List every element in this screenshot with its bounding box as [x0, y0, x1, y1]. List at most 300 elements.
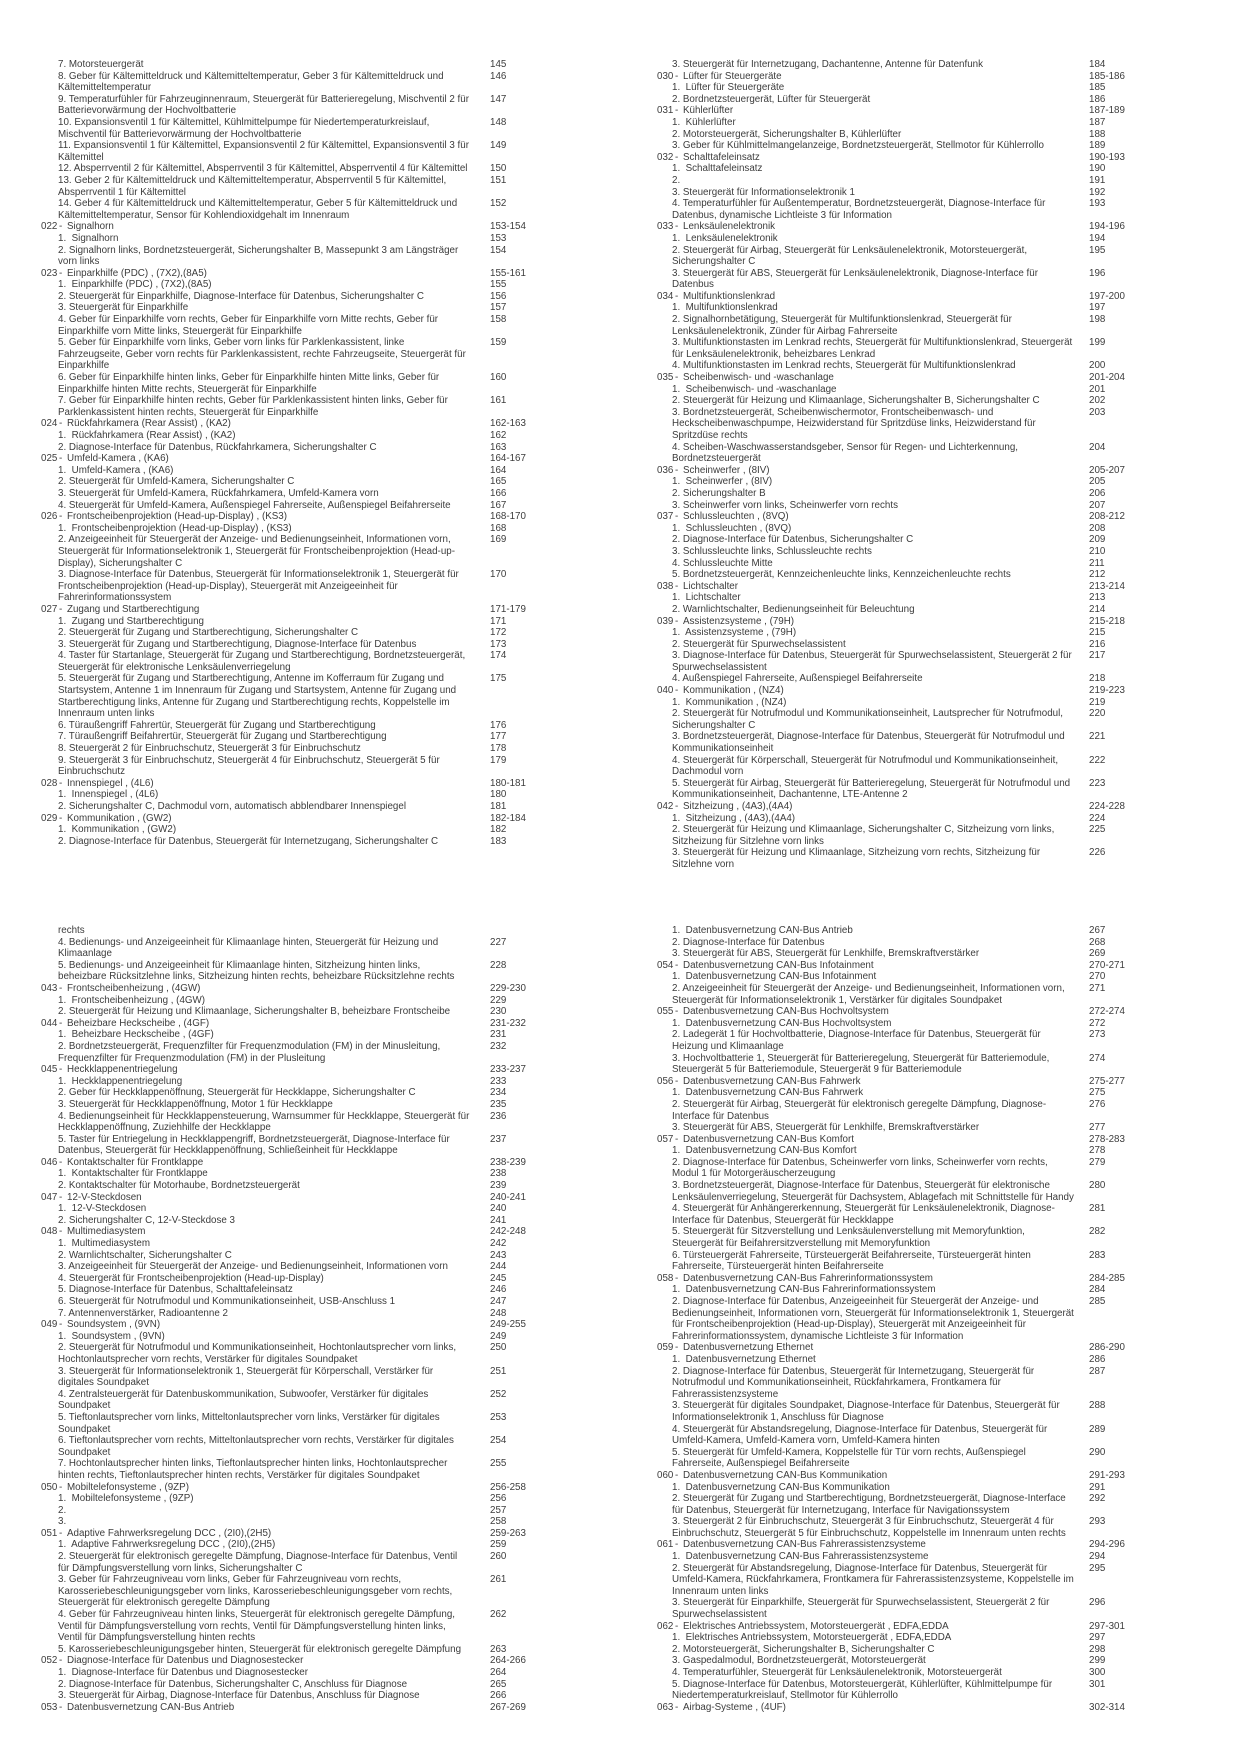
toc-item-row — [657, 1424, 1125, 1447]
section-title: Schlussleuchten , (8VQ) — [683, 511, 789, 523]
entry-page-number: 149 — [490, 140, 507, 152]
entry-page-number: 287 — [1089, 1365, 1106, 1377]
toc-item-row — [657, 1099, 1125, 1122]
toc-item-row — [41, 1134, 526, 1157]
toc-item-row — [41, 1690, 526, 1702]
toc-section-row — [41, 1528, 526, 1540]
entry-text: 2. Diagnose-Interface für Datenbus, Sicherungshalter C — [672, 534, 914, 546]
toc-item-row — [41, 395, 526, 418]
entry-text: 2. Steuergerät für Zugang und Startberechtigung, Sicherungshalter C — [58, 627, 359, 639]
entry-page-number: 230 — [490, 1006, 507, 1018]
toc-item-row — [41, 59, 526, 71]
toc-section-row — [657, 1076, 1125, 1088]
entry-text: 1. Kommunikation , (NZ4) — [672, 696, 787, 708]
entry-page-number: 194-196 — [1089, 221, 1125, 233]
toc-section-row — [657, 511, 1125, 523]
section-text — [657, 71, 1077, 83]
toc-item-row — [657, 59, 1125, 71]
section-code: 052 — [41, 1655, 58, 1667]
section-dash: - — [59, 1226, 63, 1238]
entry-page-number: 215-218 — [1089, 615, 1125, 627]
entry-page-number: 253 — [490, 1411, 507, 1423]
page-1-left-column — [41, 59, 526, 847]
entry-page-number: 242-248 — [490, 1226, 526, 1238]
toc-section-row — [41, 778, 526, 790]
entry-page-number: 295 — [1089, 1562, 1106, 1574]
entry-text: 1. Schlussleuchten , (8VQ) — [672, 522, 792, 534]
entry-page-number: 299 — [1089, 1655, 1106, 1667]
entry-page-number: 247 — [490, 1296, 507, 1307]
section-code: 035 — [657, 372, 674, 384]
entry-text: 2. Diagnose-Interface für Datenbus, Anzeigeeinheit für Steuergerät der Anzeige- und Bedienungseinheit, Informationen vorn, Steuergerät für Informationselektronik 1, Steuergerät für Frontscheibenprojektion (Head-up-Display), Steuergerät mit Anzeigeeinheit für Fahrerinformationssystem, dynamische Lichtleiste 3 für Information — [672, 1296, 1077, 1342]
toc-item-row — [41, 175, 526, 198]
toc-item-row — [41, 995, 526, 1007]
toc-item-row — [41, 71, 526, 94]
entry-page-number: 190 — [1089, 163, 1106, 175]
entry-page-number: 161 — [490, 395, 507, 407]
entry-page-number: 256 — [490, 1493, 507, 1505]
toc-item-row — [657, 523, 1125, 535]
toc-item-row — [41, 534, 526, 569]
entry-page-number: 216 — [1089, 638, 1106, 650]
toc-item-row — [41, 1203, 526, 1215]
toc-item-row — [657, 268, 1125, 291]
toc-item-row — [41, 1087, 526, 1099]
entry-page-number: 205-207 — [1089, 464, 1125, 476]
toc-item-row — [657, 233, 1125, 245]
toc-item-row — [657, 314, 1125, 337]
toc-section-row — [657, 291, 1125, 303]
entry-page-number: 272-274 — [1089, 1006, 1125, 1018]
entry-text: 5. Taster für Entriegelung in Heckklappengriff, Bordnetzsteuergerät, Diagnose-Interface für Datenbus, Steuergerät für Heckklappenöffnung, Schließeinheit für Heckklappe — [58, 1133, 453, 1157]
section-code: 051 — [41, 1527, 58, 1539]
toc-section-row — [657, 221, 1125, 233]
entry-page-number: 267-269 — [490, 1701, 526, 1713]
entry-page-number: 160 — [490, 372, 507, 384]
entry-text: 2. Bordnetzsteuergerät, Lüfter für Steuergerät — [672, 93, 871, 105]
toc-item-row — [657, 1296, 1125, 1342]
toc-item-row — [41, 1273, 526, 1285]
entry-page-number: 275 — [1089, 1087, 1106, 1099]
toc-item-row — [41, 1215, 526, 1227]
entry-text: 3. Anzeigeeinheit für Steuergerät der Anzeige- und Bedienungseinheit, Informationen vorn — [58, 1261, 448, 1273]
toc-item-row — [41, 1342, 526, 1365]
entry-page-number: 254 — [490, 1435, 507, 1447]
entry-text: 2. Motorsteuergerät, Sicherungshalter B, Kühlerlüfter — [672, 128, 902, 140]
section-text — [41, 1655, 471, 1667]
entry-page-number: 255 — [490, 1458, 507, 1470]
entry-text: 2. Motorsteuergerät, Sicherungshalter B, Sicherungshalter C — [672, 1643, 935, 1655]
toc-item-row — [41, 302, 526, 314]
section-text — [41, 453, 471, 465]
toc-item-row — [41, 650, 526, 673]
entry-page-number: 279 — [1089, 1156, 1106, 1168]
section-text — [41, 1482, 471, 1494]
section-title: Beheizbare Heckscheibe , (4GF) — [67, 1017, 210, 1029]
toc-item-row — [41, 1435, 526, 1458]
toc-item-row — [41, 1551, 526, 1574]
toc-item-row — [41, 1679, 526, 1691]
section-title: Kommunikation , (NZ4) — [683, 685, 784, 697]
section-code: 056 — [657, 1075, 674, 1087]
section-text — [657, 152, 1077, 164]
entry-text: 3. Bordnetzsteuergerät, Diagnose-Interface für Datenbus, Steuergerät für elektronische Lenksäulenverriegelung, Steuergerät für Dachsystem, Ablagefach mit Schnittstelle für Handy — [672, 1180, 1074, 1203]
toc-item-row — [41, 731, 526, 743]
toc-item-row — [41, 1296, 526, 1308]
toc-item-row — [657, 650, 1125, 673]
toc-item-row — [657, 1447, 1125, 1470]
toc-item-row — [657, 1284, 1125, 1296]
section-title: Soundsystem , (9VN) — [67, 1319, 161, 1331]
toc-item-row — [657, 82, 1125, 94]
entry-page-number: 281 — [1089, 1203, 1106, 1215]
entry-page-number: 266 — [490, 1690, 507, 1702]
entry-page-number: 272 — [1089, 1017, 1106, 1029]
entry-text: 7. Hochtonlautsprecher hinten links, Tieftonlautsprecher hinten links, Hochtonlautsprecher hinten rechts, Tieftonlautsprecher hinten rechts, Verstärker für digitales Soundpaket — [58, 1458, 451, 1481]
toc-item-row — [41, 960, 526, 983]
toc-item-row — [41, 801, 526, 813]
entry-page-number: 201-204 — [1089, 372, 1125, 384]
toc-item-row — [41, 616, 526, 628]
section-code: 024 — [41, 418, 58, 430]
toc-section-row — [657, 1134, 1125, 1146]
entry-page-number: 223 — [1089, 777, 1106, 789]
entry-page-number: 148 — [490, 116, 507, 128]
toc-item-row — [657, 175, 1125, 187]
entry-text: 2. Anzeigeeinheit für Steuergerät der Anzeige- und Bedienungseinheit, Informationen vorn, Steuergerät für Informationselektronik 1, Steuergerät für Frontscheibenprojektion (Head-up-Display), Sicherungshalter C — [58, 534, 455, 569]
toc-item-row — [41, 1006, 526, 1018]
toc-item-row — [41, 163, 526, 175]
toc-item-row — [41, 1366, 526, 1389]
entry-page-number: 193 — [1089, 198, 1106, 210]
section-dash: - — [59, 1319, 63, 1331]
entry-page-number: 236 — [490, 1110, 507, 1122]
section-text — [657, 1470, 1077, 1482]
section-dash: - — [675, 1342, 679, 1354]
toc-item-row — [657, 847, 1125, 870]
entry-text: 6. Türaußengriff Fahrertür, Steuergerät für Zugang und Startberechtigung — [58, 719, 376, 731]
section-code: 032 — [657, 151, 674, 163]
section-text — [657, 1342, 1077, 1354]
entry-text: 5. Bedienungs- und Anzeigeeinheit für Klimaanlage hinten, Sitzheizung hinten links, beheizbare Rücksitzlehne links, Sitzheizung hinten rechts, beheizbare Rücksitzlehne rechts — [58, 959, 455, 983]
entry-text: 1. Lichtschalter — [672, 592, 741, 604]
section-title: Kontaktschalter für Frontklappe — [67, 1156, 204, 1168]
entry-page-number: 164 — [490, 464, 507, 476]
toc-section-row — [41, 1157, 526, 1169]
toc-section-row — [41, 1319, 526, 1331]
toc-section-row — [41, 453, 526, 465]
toc-section-row — [41, 1482, 526, 1494]
entry-page-number: 151 — [490, 174, 507, 186]
entry-page-number: 179 — [490, 754, 507, 766]
entry-page-number: 240 — [490, 1203, 507, 1215]
entry-page-number: 238-239 — [490, 1156, 526, 1168]
toc-item-row — [41, 627, 526, 639]
toc-item-row — [657, 1667, 1125, 1679]
entry-text: 2. Steuergerät für Airbag, Steuergerät für elektronisch geregelte Dämpfung, Diagnose-Interface für Datenbus — [672, 1098, 1047, 1122]
toc-item-row — [657, 1400, 1125, 1423]
toc-item-row — [657, 1551, 1125, 1563]
entry-page-number: 190-193 — [1089, 151, 1125, 163]
section-title: Datenbusvernetzung CAN-Bus Komfort — [683, 1133, 854, 1145]
toc-item-row — [657, 673, 1125, 685]
entry-text: 1. Datenbusvernetzung CAN-Bus Kommunikation — [672, 1481, 890, 1493]
section-dash: - — [675, 1006, 679, 1018]
toc-section-row — [41, 1702, 526, 1714]
entry-text: 6. Türsteuergerät Fahrerseite, Türsteuergerät Beifahrerseite, Türsteuergerät hinten Fahrerseite, Türsteuergerät hinten Beifahrerseite — [672, 1249, 1034, 1273]
toc-item-row — [41, 1412, 526, 1435]
section-dash: - — [675, 1701, 679, 1713]
section-text — [657, 105, 1077, 117]
section-title: Datenbusvernetzung CAN-Bus Fahrerinformationssystem — [683, 1272, 933, 1284]
toc-item-row — [657, 360, 1125, 372]
section-text — [41, 1018, 471, 1030]
toc-item-row — [657, 1087, 1125, 1099]
section-dash: - — [675, 959, 679, 971]
toc-item-row — [657, 337, 1125, 360]
section-title: Signalhorn — [67, 221, 114, 233]
section-code: 062 — [657, 1620, 674, 1632]
section-text — [41, 1157, 471, 1169]
entry-text: 4. Steuergerät für Frontscheibenprojektion (Head-up-Display) — [58, 1272, 324, 1284]
toc-item-row — [657, 163, 1125, 175]
entry-text: 10. Expansionsventil 1 für Kältemittel, Kühlmittelpumpe für Niedertemperaturkreislauf, Mischventil für Batterievorwärmung der Hochvoltbatterie — [58, 116, 433, 140]
entry-page-number: 186 — [1089, 93, 1106, 105]
entry-text: 1. Scheinwerfer , (8IV) — [672, 476, 773, 488]
toc-item-row — [41, 569, 526, 604]
entry-text: 3. — [58, 1516, 67, 1528]
toc-item-row — [41, 279, 526, 291]
section-dash: - — [675, 685, 679, 697]
section-title: Elektrisches Antriebssystem, Motorsteuergerät , EDFA,EDDA — [683, 1620, 949, 1632]
section-title: Innenspiegel , (4L6) — [67, 777, 154, 789]
toc-section-row — [41, 983, 526, 995]
page-1-right-column — [657, 59, 1125, 871]
entry-page-number: 166 — [490, 487, 507, 499]
entry-text: 1. Kontaktschalter für Frontklappe — [58, 1168, 208, 1180]
entry-page-number: 239 — [490, 1180, 507, 1192]
entry-text: 4. Steuergerät für Körperschall, Steuergerät für Notrufmodul und Kommunikationseinheit, Dachmodul vorn — [672, 754, 1061, 778]
section-text — [41, 1226, 471, 1238]
section-code: 033 — [657, 221, 674, 233]
toc-section-row — [41, 1064, 526, 1076]
entry-text: 2. Geber für Heckklappenöffnung, Steuergerät für Heckklappe, Sicherungshalter C — [58, 1087, 416, 1099]
section-text — [41, 778, 471, 790]
toc-item-row — [41, 500, 526, 512]
entry-page-number: 208-212 — [1089, 511, 1125, 523]
entry-text: 8. Steuergerät 2 für Einbruchschutz, Steuergerät 3 für Einbruchschutz — [58, 743, 361, 755]
entry-page-number: 176 — [490, 719, 507, 731]
section-title: Multifunktionslenkrad — [683, 290, 776, 302]
entry-text: 2. — [58, 1504, 67, 1516]
section-dash: - — [675, 580, 679, 592]
entry-text: 13. Geber 2 für Kältemitteldruck und Kältemitteltemperatur, Absperrventil 5 für Kältemittel, Absperrventil 1 für Kältemittel — [58, 174, 449, 198]
toc-item-row — [41, 720, 526, 732]
toc-item-row — [41, 673, 526, 719]
page-2-left-column — [41, 925, 526, 1713]
entry-page-number: 264 — [490, 1667, 507, 1678]
entry-text: 1. 12-V-Steckdosen — [58, 1203, 147, 1215]
entry-text: 5. Steuergerät für Airbag, Steuergerät für Batterieregelung, Steuergerät für Notrufmodul und Kommunikationseinheit, Dachantenne, LTE-Antenne 2 — [672, 777, 1073, 801]
section-dash: - — [675, 290, 679, 302]
section-title: Kommunikation , (GW2) — [67, 812, 172, 824]
section-code: 022 — [41, 221, 58, 233]
entry-page-number: 228 — [490, 959, 507, 971]
toc-item-row — [41, 639, 526, 651]
entry-text: 4. Zentralsteuergerät für Datenbuskommunikation, Subwoofer, Verstärker für digitales Soundpaket — [58, 1388, 432, 1412]
toc-item-row — [41, 198, 526, 221]
section-code: 038 — [657, 580, 674, 592]
toc-item-row — [41, 488, 526, 500]
entry-text: 1. Datenbusvernetzung CAN-Bus Hochvoltsystem — [672, 1017, 892, 1029]
entry-page-number: 217 — [1089, 650, 1106, 662]
toc-item-row — [657, 488, 1125, 500]
toc-section-row — [657, 152, 1125, 164]
entry-page-number: 270 — [1089, 971, 1106, 983]
entry-text: 3. Steuergerät für Internetzugang, Dachantenne, Antenne für Datenfunk — [672, 59, 983, 70]
entry-page-number: 165 — [490, 476, 507, 488]
entry-page-number: 229-230 — [490, 982, 526, 994]
entry-page-number: 170 — [490, 569, 507, 581]
toc-item-row — [657, 1157, 1125, 1180]
entry-page-number: 235 — [490, 1098, 507, 1110]
entry-page-number: 229 — [490, 994, 507, 1006]
entry-text: 2. Sicherungshalter C, 12-V-Steckdose 3 — [58, 1214, 235, 1226]
entry-text: 3. Steuergerät für Informationselektronik 1, Steuergerät für Körperschall, Verstärker für digitales Soundpaket — [58, 1365, 436, 1389]
toc-item-row — [657, 1250, 1125, 1273]
entry-text: 1. Zugang und Startberechtigung — [58, 615, 204, 627]
toc-item-row — [657, 1655, 1125, 1667]
entry-page-number: 162 — [490, 430, 507, 441]
toc-item-row — [41, 1041, 526, 1064]
toc-item-row — [657, 117, 1125, 129]
section-code: 058 — [657, 1272, 674, 1284]
toc-item-row — [41, 824, 526, 836]
entry-text: 2. Steuergerät für Heizung und Klimaanlage, Sicherungshalter B, Sicherungshalter C — [672, 395, 1040, 407]
entry-page-number: 174 — [490, 650, 507, 662]
toc-item-row — [41, 442, 526, 454]
entry-page-number: 297 — [1089, 1632, 1106, 1644]
toc-section-row — [41, 1226, 526, 1238]
entry-text: 9. Steuergerät 3 für Einbruchschutz, Steuergerät 4 für Einbruchschutz, Steuergerät 5 für Einbruchschutz — [58, 754, 443, 778]
entry-page-number: 292 — [1089, 1493, 1106, 1505]
entry-page-number: 167 — [490, 499, 507, 511]
section-code: 030 — [657, 70, 674, 82]
section-title: Datenbusvernetzung CAN-Bus Fahrwerk — [683, 1075, 861, 1087]
entry-text: rechts — [58, 925, 85, 936]
entry-text: 2. Sicherungshalter B — [672, 487, 766, 499]
section-code: 047 — [41, 1191, 58, 1203]
toc-item-row — [657, 1516, 1125, 1539]
section-title: Datenbusvernetzung CAN-Bus Kommunikation — [683, 1469, 888, 1481]
toc-item-row — [657, 1366, 1125, 1401]
toc-item-row — [41, 755, 526, 778]
entry-page-number: 185-186 — [1089, 70, 1125, 82]
entry-page-number: 155-161 — [490, 267, 526, 279]
entry-text: 1. Datenbusvernetzung CAN-Bus Fahrerinformationssystem — [672, 1284, 936, 1296]
entry-page-number: 233-237 — [490, 1064, 526, 1076]
entry-page-number: 301 — [1089, 1678, 1106, 1690]
toc-item-row — [41, 1111, 526, 1134]
entry-page-number: 178 — [490, 743, 507, 755]
entry-page-number: 288 — [1089, 1400, 1106, 1412]
section-code: 034 — [657, 290, 674, 302]
entry-page-number: 205 — [1089, 476, 1106, 488]
entry-page-number: 278-283 — [1089, 1133, 1125, 1145]
entry-page-number: 259-263 — [490, 1527, 526, 1539]
toc-item-row — [41, 140, 526, 163]
toc-item-row — [41, 117, 526, 140]
entry-page-number: 218 — [1089, 673, 1106, 685]
entry-page-number: 202 — [1089, 395, 1106, 407]
section-title: Lichtschalter — [683, 580, 738, 592]
section-title: Einparkhilfe (PDC) , (7X2),(8A5) — [67, 267, 207, 279]
entry-page-number: 154 — [490, 244, 507, 256]
entry-text: 3. Steuergerät für Einparkhilfe — [58, 302, 189, 314]
section-text — [657, 801, 1077, 813]
toc-item-row — [657, 948, 1125, 960]
section-text — [657, 1006, 1077, 1018]
toc-item-row — [657, 302, 1125, 314]
toc-item-row — [41, 291, 526, 303]
section-text — [657, 221, 1077, 233]
entry-page-number: 289 — [1089, 1423, 1106, 1435]
section-dash: - — [675, 1539, 679, 1551]
entry-page-number: 173 — [490, 638, 507, 650]
section-title: 12-V-Steckdosen — [67, 1191, 142, 1203]
toc-item-row — [41, 1389, 526, 1412]
entry-page-number: 293 — [1089, 1516, 1106, 1528]
entry-page-number: 280 — [1089, 1180, 1106, 1192]
section-dash: - — [59, 982, 63, 994]
section-title: Adaptive Fahrwerksregelung DCC , (2I0),(2H5) — [67, 1527, 272, 1539]
entry-page-number: 241 — [490, 1214, 507, 1226]
entry-page-number: 224 — [1089, 812, 1106, 824]
toc-item-row — [657, 500, 1125, 512]
toc-section-row — [657, 1621, 1125, 1633]
section-code: 045 — [41, 1064, 58, 1076]
section-dash: - — [59, 777, 63, 789]
toc-section-row — [41, 1192, 526, 1204]
toc-item-row — [657, 1122, 1125, 1134]
toc-section-row — [41, 813, 526, 825]
toc-item-row — [41, 1284, 526, 1296]
toc-item-row — [657, 1203, 1125, 1226]
toc-item-row — [41, 836, 526, 848]
toc-item-row — [657, 1644, 1125, 1656]
section-title: Rückfahrkamera (Rear Assist) , (KA2) — [67, 418, 231, 430]
toc-section-row — [657, 801, 1125, 813]
entry-text: 2. Steuergerät für Spurwechselassistent — [672, 638, 846, 650]
section-title: Kühlerlüfter — [683, 105, 734, 117]
toc-item-row — [41, 1539, 526, 1551]
entry-text: 2. Diagnose-Interface für Datenbus, Rückfahrkamera, Sicherungshalter C — [58, 441, 377, 453]
entry-text: 2. Warnlichtschalter, Sicherungshalter C — [58, 1249, 232, 1261]
entry-page-number: 275-277 — [1089, 1075, 1125, 1087]
entry-page-number: 286-290 — [1089, 1342, 1125, 1354]
entry-page-number: 201 — [1089, 383, 1106, 395]
entry-page-number: 260 — [490, 1551, 507, 1563]
entry-page-number: 269 — [1089, 948, 1106, 960]
toc-item-row — [41, 1168, 526, 1180]
section-dash: - — [675, 801, 679, 812]
entry-page-number: 187 — [1089, 116, 1106, 128]
entry-page-number: 249-255 — [490, 1319, 526, 1331]
entry-text: 3. Steuergerät für digitales Soundpaket, Diagnose-Interface für Datenbus, Steuergerät für Informationselektronik 1, Anschluss für Diagnose — [672, 1400, 1063, 1423]
section-dash: - — [675, 615, 679, 627]
entry-text: 3. Steuergerät für Heizung und Klimaanlage, Sitzheizung vorn rechts, Sitzheizung für Sitzlehne vorn — [672, 847, 1043, 870]
entry-page-number: 248 — [490, 1307, 507, 1319]
